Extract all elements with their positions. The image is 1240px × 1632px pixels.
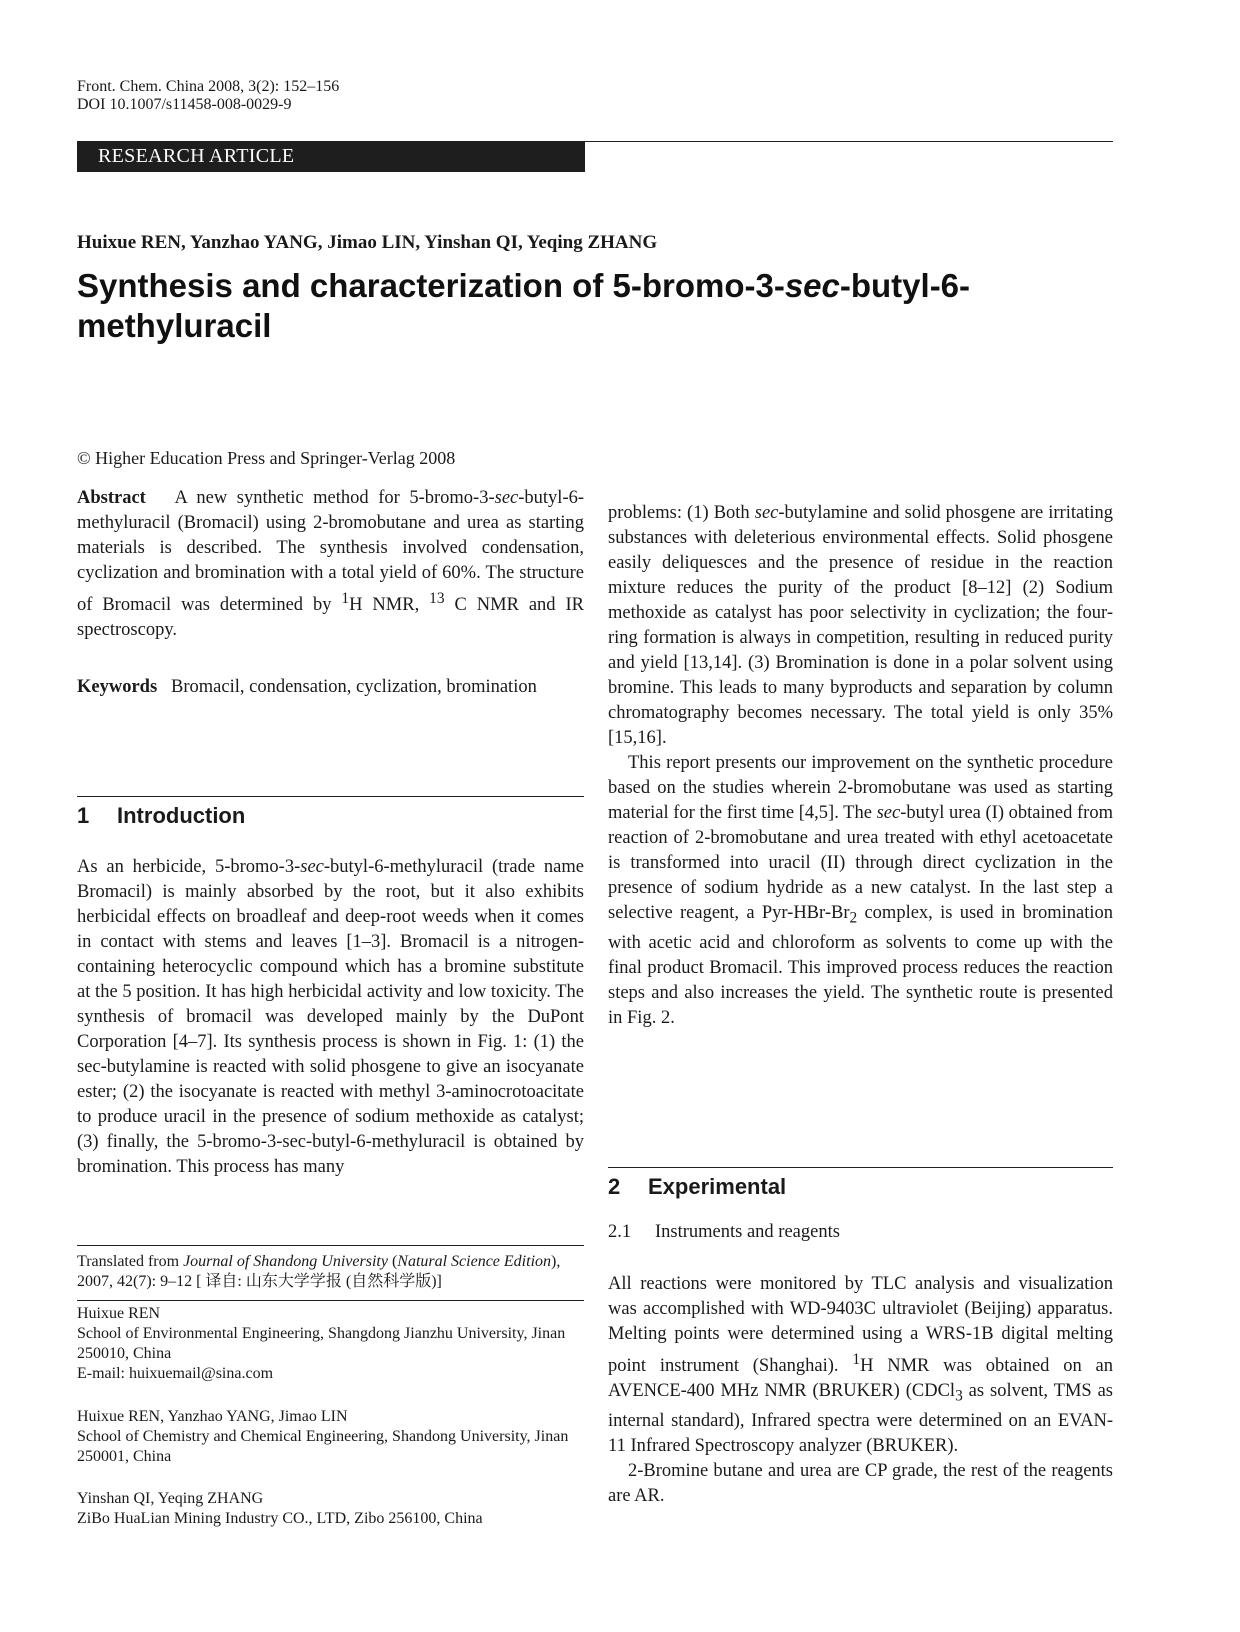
abstract-text-1: A new synthetic method for 5-bromo-3- xyxy=(174,488,495,508)
translated-a: Translated from xyxy=(77,1253,184,1270)
header-rule xyxy=(580,141,1113,142)
aff1-institution: School of Environmental Engineering, Shangdong Jianzhu University, Jinan 250010, China xyxy=(77,1325,566,1362)
aff2-institution: School of Chemistry and Chemical Engineering, Shandong University, Jinan 250001, China xyxy=(77,1428,569,1465)
abstract xyxy=(77,486,584,643)
intro-paragraph-1 xyxy=(77,855,584,1180)
abstract-italic: sec xyxy=(494,488,519,508)
exp-p1-b: H NMR was obtained on an AVENCE-400 MHz NMR (BRUKER) (CDCl xyxy=(608,1356,1113,1402)
affiliation-1 xyxy=(77,1304,584,1384)
abstract-text-3: H NMR, xyxy=(349,595,430,616)
intro-p1-b: -butyl-6-methyluracil (trade name Bromacil) is mainly absorbed by the root, but it also exhibits herbicidal effects on broadleaf and deep-root weeds when it comes in contact with stems and leaves [1–3]. Bromacil is a nitrogen-containing heterocyclic compound which has a bromine substitute at the 5 position. It has high herbicidal activity and low toxicity. The synthesis of bromacil was developed mainly by the DuPont Corporation [4–7]. Its synthesis process is shown in Fig. 1: (1) the sec-butylamine is reacted with solid phosgene to give an isocyanate ester; (2) the isocyanate is reacted with methyl 3-aminocrotoacitate to produce uracil in the presence of sodium methoxide as catalyst; (3) finally, the 5-bromo-3-sec-butyl-6-methyluracil is obtained by bromination. This process has many xyxy=(77,857,584,1177)
section2-heading xyxy=(608,1174,786,1200)
section2-number: 2 xyxy=(608,1174,621,1199)
intro-p1-a: As an herbicide, 5-bromo-3- xyxy=(77,857,301,877)
translation-note xyxy=(77,1252,584,1292)
intro-p3-italic: sec xyxy=(876,803,901,823)
translated-c: ), 2007, 42(7): 9–12 [ 译自: 山东大学学报 (自然科学版)] xyxy=(77,1253,561,1290)
journal-doi: DOI 10.1007/s11458-008-0029-9 xyxy=(77,96,292,113)
subsection-number: 2.1 xyxy=(608,1222,632,1242)
footnote-rule xyxy=(77,1245,584,1246)
journal-header xyxy=(77,78,339,114)
experimental-text xyxy=(608,1272,1113,1509)
section1-number: 1 xyxy=(77,803,90,828)
translated-journal: Journal of Shandong University xyxy=(183,1253,388,1270)
translated-series: Natural Science Edition xyxy=(397,1253,552,1270)
aff1-name: Huixue REN xyxy=(77,1305,161,1322)
article-type-banner: RESEARCH ARTICLE xyxy=(77,141,585,172)
abstract-text-4: C NMR and IR spectroscopy. xyxy=(77,595,584,641)
exp-p1-sup: 1 xyxy=(852,1351,861,1368)
exp-p1-sub: 3 xyxy=(955,1387,963,1405)
section1-rule xyxy=(77,796,584,797)
translated-b: ( xyxy=(387,1253,398,1270)
section2-rule xyxy=(608,1167,1113,1168)
abstract-sup-13: 13 xyxy=(429,590,445,607)
subsection-2-1-heading xyxy=(608,1222,840,1243)
intro-p3-b: -butyl urea (I) obtained from reaction of 2-bromobutane and urea treated with ethyl acetoacetate is transformed into uracil (II) through direct cyclization in the presence of sodium hydride as a new catalyst. In the last step a selective reagent, a Pyr-HBr-Br xyxy=(608,803,1113,923)
intro-p2-italic: sec xyxy=(754,503,779,523)
intro-p3-c: complex, is used in bromination with acetic acid and chloroform as solvents to come up with the final product Bromacil. This improved process reduces the reaction steps and also increases the yield. The synthetic route is presented in Fig. 2. xyxy=(608,903,1114,1028)
keywords xyxy=(77,675,584,700)
article-title xyxy=(77,266,1077,346)
intro-p3-sub: 2 xyxy=(849,909,858,927)
exp-p1-c: as solvent, TMS as internal standard), Infrared spectra were determined on an EVAN-11 Infrared Spectroscopy analyzer (BRUKER). xyxy=(608,1381,1113,1456)
keywords-text: Bromacil, condensation, cyclization, bromination xyxy=(171,677,537,697)
subsection-title: Instruments and reagents xyxy=(655,1222,840,1242)
affiliation-rule xyxy=(77,1300,584,1301)
intro-p2-a: problems: (1) Both xyxy=(608,503,755,523)
affiliation-3 xyxy=(77,1489,584,1529)
exp-p2: 2-Bromine butane and urea are CP grade, the rest of the reagents are AR. xyxy=(608,1460,1113,1506)
author-list: Huixue REN, Yanzhao YANG, Jimao LIN, Yinshan QI, Yeqing ZHANG xyxy=(77,232,658,253)
section1-title: Introduction xyxy=(117,803,246,828)
intro-p3-a: This report presents our improvement on the synthetic procedure based on the studies wherein 2-bromobutane was used as starting material for the first time [4,5]. The xyxy=(608,753,1113,823)
abstract-sup-1: 1 xyxy=(341,590,350,607)
keywords-label: Keywords xyxy=(77,677,158,697)
title-part1: Synthesis and characterization of 5-bromo-3- xyxy=(77,267,785,304)
exp-p1-a: All reactions were monitored by TLC analysis and visualization was accomplished with WD-9403C ultraviolet (Beijing) apparatus. Melting points were determined using a WRS-1B digital melting point instrument (Shanghai). xyxy=(608,1274,1113,1377)
intro-p2-b: -butylamine and solid phosgene are irritating substances with deleterious environmental effects. Solid phosgene easily deliquesces and the presence of residue in the reaction mixture reduces the purity of the product [8–12] (2) Sodium methoxide as catalyst has poor selectivity in cyclization; the four-ring formation is always in competition, resulting in reduced purity and yield [13,14]. (3) Bromination is done in a polar solvent using bromine. This leads to many byproducts and separation by column chromatography becomes necessary. The total yield is only 35% [15,16]. xyxy=(608,503,1113,748)
title-part2: -butyl-6-methyluracil xyxy=(77,267,971,344)
intro-continued xyxy=(608,501,1113,1031)
abstract-label: Abstract xyxy=(77,488,146,508)
abstract-text-2: -butyl-6-methyluracil (Bromacil) using 2-bromobutane and urea as starting materials is described. The synthesis involved condensation, cyclization and bromination with a total yield of 60%. The structure of Bromacil was determined by xyxy=(77,488,585,616)
affiliation-2 xyxy=(77,1407,584,1467)
aff3-names: Yinshan QI, Yeqing ZHANG xyxy=(77,1490,264,1507)
intro-p1-italic: sec xyxy=(300,857,324,877)
section2-title: Experimental xyxy=(648,1174,787,1199)
section1-heading xyxy=(77,803,245,829)
copyright-notice: © Higher Education Press and Springer-Verlag 2008 xyxy=(77,448,456,468)
aff1-email: E-mail: huixuemail@sina.com xyxy=(77,1365,274,1382)
aff2-names: Huixue REN, Yanzhao YANG, Jimao LIN xyxy=(77,1408,348,1425)
aff3-institution: ZiBo HuaLian Mining Industry CO., LTD, Zibo 256100, China xyxy=(77,1510,483,1527)
title-italic: sec xyxy=(784,267,840,304)
journal-citation: Front. Chem. China 2008, 3(2): 152–156 xyxy=(77,78,340,95)
